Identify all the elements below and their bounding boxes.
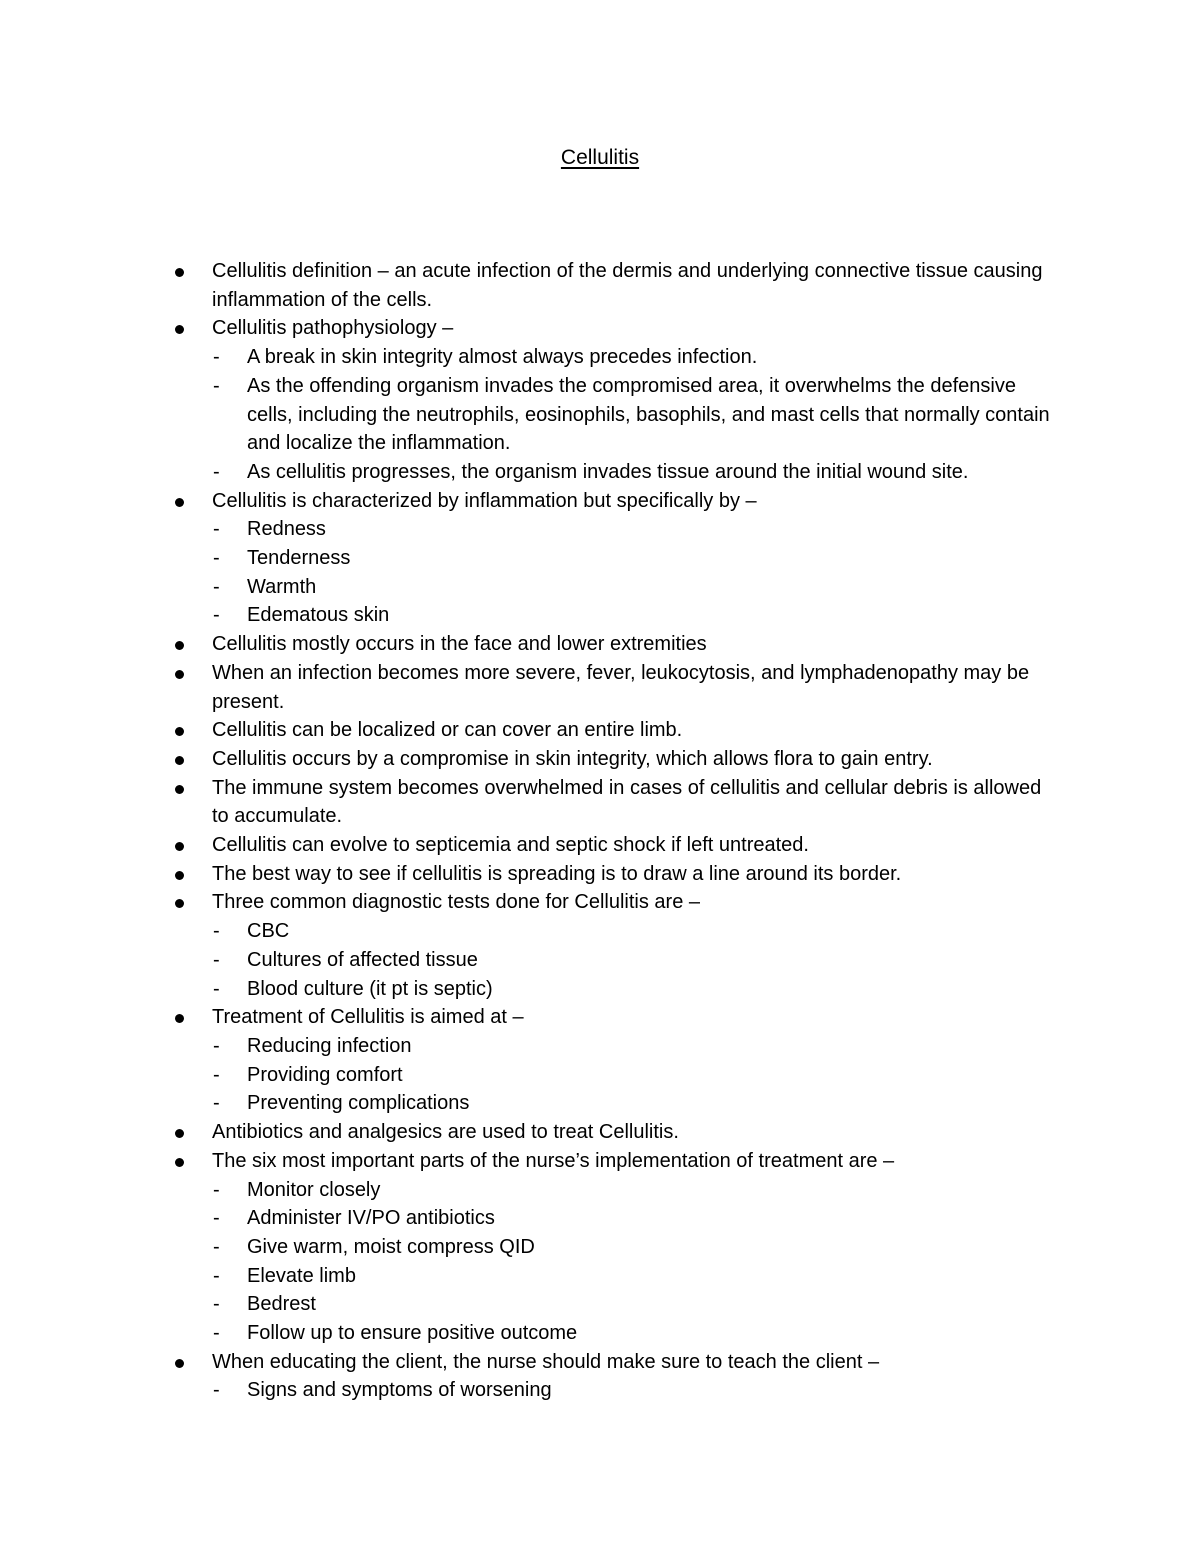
- dash-icon: -: [213, 1207, 220, 1230]
- sub-list-item-text: A break in skin integrity almost always precedes infection.: [247, 346, 758, 369]
- list-item-text: Three common diagnostic tests done for Cellulitis are –: [212, 891, 701, 914]
- sub-list-item: [0, 975, 1067, 1004]
- sub-list-item-text: CBC: [247, 920, 290, 943]
- sub-list-item-text: Bedrest: [247, 1293, 316, 1316]
- list-item: [0, 860, 1062, 889]
- bullet-list: [0, 257, 1200, 1405]
- bullet-icon: [175, 1158, 184, 1167]
- sub-list-item: [0, 458, 1067, 487]
- sub-list-item: [0, 1204, 1067, 1233]
- sub-list-item: [0, 1290, 1067, 1319]
- bullet-icon: [175, 641, 184, 650]
- bullet-icon: [175, 871, 184, 880]
- sub-list-item: [0, 1032, 1067, 1061]
- list-item-text: When an infection becomes more severe, fever, leukocytosis, and lymphadenopathy may be present.: [212, 661, 1030, 713]
- sub-list-item-text: Monitor closely: [247, 1178, 381, 1201]
- bullet-icon: [175, 842, 184, 851]
- list-item-text: The immune system becomes overwhelmed in cases of cellulitis and cellular debris is allowed to accumulate.: [212, 776, 1042, 828]
- document-title-text: Cellulitis: [560, 146, 640, 169]
- sub-list-item: [0, 1376, 1067, 1405]
- list-item: [0, 745, 1062, 774]
- sub-list-item-text: Give warm, moist compress QID: [247, 1235, 535, 1258]
- sub-list-item: [0, 544, 1067, 573]
- dash-icon: -: [213, 1379, 220, 1402]
- list-item: [0, 716, 1062, 745]
- bullet-icon: [175, 670, 184, 679]
- bullet-icon: [175, 785, 184, 794]
- dash-icon: -: [213, 374, 220, 397]
- list-item-text: Cellulitis mostly occurs in the face and lower extremities: [212, 633, 707, 656]
- bullet-icon: [175, 1014, 184, 1023]
- sub-list-item: [0, 917, 1067, 946]
- list-item: [0, 257, 1062, 314]
- sub-list-item-text: Cultures of affected tissue: [247, 948, 478, 971]
- sub-list-item-text: Warmth: [247, 575, 317, 598]
- list-item-text: Cellulitis definition – an acute infection of the dermis and underlying connective tissue causing inflammation of the cells.: [212, 260, 1043, 311]
- sub-list-item-text: Signs and symptoms of worsening: [247, 1379, 552, 1402]
- bullet-icon: [175, 1359, 184, 1368]
- dash-icon: -: [213, 1092, 220, 1115]
- dash-icon: -: [213, 518, 220, 541]
- bullet-icon: [175, 498, 184, 507]
- sub-list-item-text: Tenderness: [247, 547, 351, 570]
- dash-icon: -: [213, 575, 220, 598]
- dash-icon: -: [213, 977, 220, 1000]
- sub-list-item: [0, 573, 1067, 602]
- sub-list-item: [0, 1319, 1067, 1348]
- list-item: [0, 487, 1062, 516]
- dash-icon: -: [213, 547, 220, 570]
- sub-list-item: [0, 515, 1067, 544]
- sub-list-item-text: Preventing complications: [247, 1092, 470, 1115]
- dash-icon: -: [213, 1034, 220, 1057]
- dash-icon: -: [213, 1235, 220, 1258]
- sub-list-item: [0, 946, 1067, 975]
- dash-icon: -: [213, 1178, 220, 1201]
- sub-list-item-text: Follow up to ensure positive outcome: [247, 1322, 578, 1345]
- list-item: [0, 314, 1062, 343]
- sub-list-item-text: Edematous skin: [247, 604, 390, 627]
- list-item: [0, 831, 1062, 860]
- list-item: [0, 888, 1062, 917]
- list-item-text: Cellulitis can evolve to septicemia and septic shock if left untreated.: [212, 834, 809, 857]
- list-item: [0, 1003, 1062, 1032]
- dash-icon: -: [213, 460, 220, 483]
- bullet-icon: [175, 1129, 184, 1138]
- list-item: [0, 630, 1062, 659]
- sub-list-item-text: Reducing infection: [247, 1034, 412, 1057]
- sub-list-item: [0, 372, 1067, 458]
- sub-list-item-text: Elevate limb: [247, 1264, 356, 1287]
- sub-list-item: [0, 601, 1067, 630]
- sub-list-item-text: Administer IV/PO antibiotics: [247, 1207, 495, 1230]
- list-item-text: Antibiotics and analgesics are used to treat Cellulitis.: [212, 1121, 679, 1144]
- dash-icon: -: [213, 1264, 220, 1287]
- bullet-icon: [175, 325, 184, 334]
- sub-list-item: [0, 343, 1067, 372]
- list-item: [0, 1118, 1062, 1147]
- bullet-icon: [175, 268, 184, 277]
- bullet-icon: [175, 756, 184, 765]
- bullet-icon: [175, 727, 184, 736]
- dash-icon: -: [213, 920, 220, 943]
- list-item-text: Cellulitis pathophysiology –: [212, 317, 454, 340]
- dash-icon: -: [213, 604, 220, 627]
- document-title: [0, 146, 1200, 170]
- sub-list-item-text: Redness: [247, 518, 326, 541]
- list-item: [0, 1147, 1062, 1176]
- sub-list-item-text: As cellulitis progresses, the organism invades tissue around the initial wound site.: [247, 460, 969, 483]
- sub-list-item: [0, 1089, 1067, 1118]
- list-item: [0, 659, 1062, 716]
- sub-list-item: [0, 1061, 1067, 1090]
- sub-list-item-text: Providing comfort: [247, 1063, 403, 1086]
- list-item: [0, 1348, 1062, 1377]
- list-item-text: When educating the client, the nurse should make sure to teach the client –: [212, 1350, 880, 1373]
- dash-icon: -: [213, 948, 220, 971]
- dash-icon: -: [213, 1322, 220, 1345]
- sub-list-item-text: Blood culture (it pt is septic): [247, 977, 493, 1000]
- list-item-text: Treatment of Cellulitis is aimed at –: [212, 1006, 524, 1029]
- list-item-text: Cellulitis can be localized or can cover an entire limb.: [212, 719, 683, 742]
- list-item-text: Cellulitis occurs by a compromise in skin integrity, which allows flora to gain entry.: [212, 747, 933, 770]
- list-item: [0, 774, 1062, 831]
- sub-list-item: [0, 1233, 1067, 1262]
- dash-icon: -: [213, 346, 220, 369]
- sub-list-item-text: As the offending organism invades the compromised area, it overwhelms the defensive cells, including the neutrophils, eosinophils, basophils, and mast cells that normally contain and localize the inflammation.: [247, 374, 1050, 455]
- bullet-icon: [175, 899, 184, 908]
- sub-list-item: [0, 1262, 1067, 1291]
- dash-icon: -: [213, 1063, 220, 1086]
- sub-list-item: [0, 1176, 1067, 1205]
- list-item-text: Cellulitis is characterized by inflammation but specifically by –: [212, 489, 757, 512]
- dash-icon: -: [213, 1293, 220, 1316]
- list-item-text: The best way to see if cellulitis is spreading is to draw a line around its border.: [212, 862, 902, 885]
- list-item-text: The six most important parts of the nurse’s implementation of treatment are –: [212, 1149, 895, 1172]
